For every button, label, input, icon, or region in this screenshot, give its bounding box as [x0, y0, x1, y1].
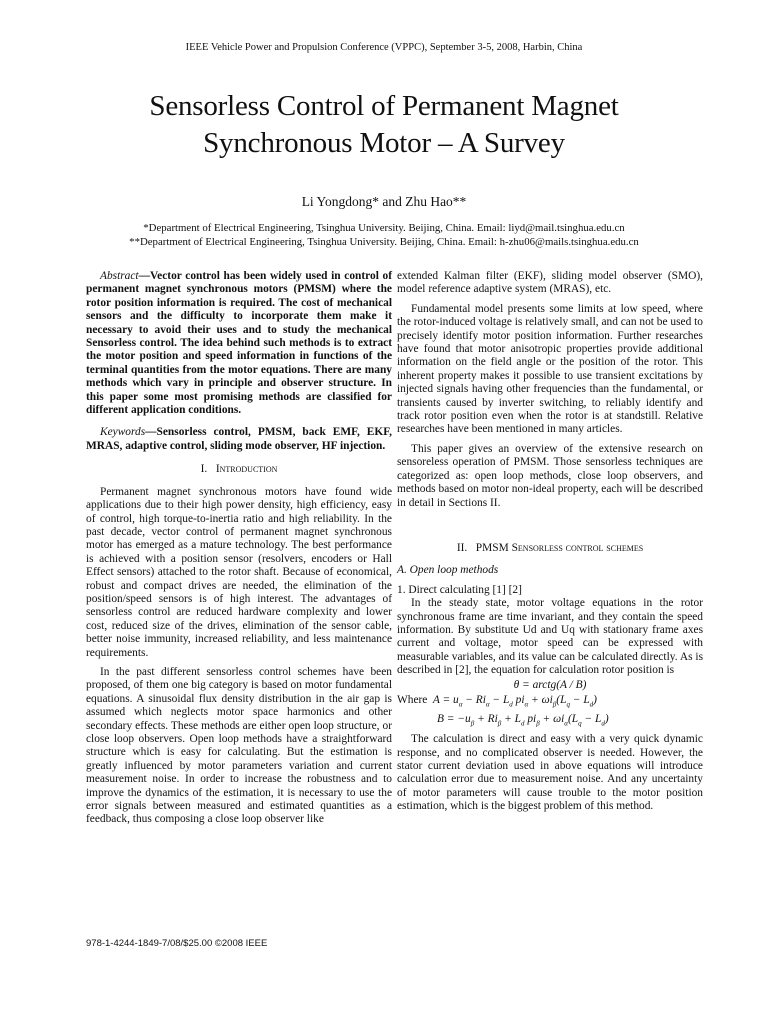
section-2-heading	[397, 542, 703, 555]
section-1-number: I.	[200, 463, 208, 476]
abstract-text: —Vector control has been widely used in control of permanent magnet synchronous motors (PMSM) where the rotor position information is required. The cost of mechanical sensors and the difficulty to incorporate them make it necessary to avoid their uses and to study the mechanical Sensorless control. The idea behind such methods is to extract the motor position and speed information in functions of the terminal quantities from the motor equations. There are many methods which vary in principle and observer structure. In this paper some most promising methods are classified for different application conditions.	[86, 270, 392, 417]
item-1: 1. Direct calculating [1] [2]	[397, 583, 522, 596]
keywords-label: Keywords	[100, 426, 146, 439]
intro-paragraph-2: In the past different sensorless control schemes have been proposed, of them one big category is based on motor fundamental equations. A sinusoidal flux density distribution in the air gap is assumed which neglects motor space harmonics and other secondary effects. These methods are either open loop structure, or close loop observers. Open loop methods have a straightforward structure which is easy for calculating. But the estimation is greatly influenced by motor parameters variation and current measurement noise. In order to increase the robustness and to improve the dynamics of the estimation, it is necessary to use the error signals between measured and estimated quantities as a feedback, thus composing a close loop observer like	[86, 665, 392, 826]
keywords-text: —Sensorless control, PMSM, back EMF, EKF, MRAS, adaptive control, sliding mode observer, HF injection.	[86, 426, 392, 452]
affiliation-2: **Department of Electrical Engineering, Tsinghua University. Beijing, China. Email: h-zhu06@mails.tsinghua.edu.cn	[129, 236, 639, 248]
title-line-1: Sensorless Control of Permanent Magnet	[149, 90, 619, 122]
section-2-title-a: PMSM	[475, 541, 512, 554]
equation-b: $B = -u_\beta + Ri_\beta + L_d$ $pi_\beta + \omega i_\alpha(L_q - L_d)$	[437, 712, 609, 728]
equation-theta: θ = arctg(A / B)	[513, 678, 587, 691]
right-column	[397, 270, 703, 814]
section-1-title: Introduction	[215, 463, 278, 476]
section-1-heading	[86, 463, 392, 476]
affiliation-1: *Department of Electrical Engineering, Tsinghua University. Beijing, China. Email: liyd@mail.tsinghua.edu.cn	[143, 222, 625, 234]
section-2-number: II.	[456, 541, 468, 554]
right-paragraph-1: extended Kalman filter (EKF), sliding model observer (SMO), model reference adaptive system (MRAS), etc.	[397, 270, 703, 296]
right-paragraph-3: This paper gives an overview of the extensive research on sensoreless operation of PMSM. Those sensorless techniques are categorized as: open loop methods, close loop observers, and methods based on motor non-ideal property, each will be described in detail in Sections II.	[397, 442, 703, 509]
copyright-footer: 978-1-4244-1849-7/08/$25.00 ©2008 IEEE	[86, 938, 268, 949]
left-column	[86, 270, 392, 827]
right-paragraph-2: Fundamental model presents some limits at low speed, where the rotor-induced voltage is relatively small, and can not be used to precisely identify motor position information. Further researches have found that motor anisotropic properties provide additional information on the field angle or the position of the rotor. This inherent property makes it possible to use transient excitations by injected signals having other frequencies than the fundamental, or transients caused by inverter switching, to reliably identify and track rotor position even when the rotor is at standstill. Relative researches have been mentioned in many articles.	[397, 302, 703, 436]
right-paragraph-4: In the steady state, motor voltage equations in the rotor synchronous frame are time invariant, and they contain the speed information. By substitute Ud and Uq with stationary frame axes current and voltage, motor speed can be expressed with measurable variables, and its value can be calculated directly. As is described in [2], the equation for calculation rotor position is	[397, 597, 703, 677]
paper-title	[0, 88, 768, 162]
authors: Li Yongdong* and Zhu Hao**	[301, 194, 467, 209]
equation-a: Where $A = u_\alpha - Ri_\alpha - L_d$ $pi_\alpha + \omega i_\beta(L_q - L_d)$	[397, 693, 597, 708]
subsection-a: A. Open loop methods	[397, 564, 499, 577]
right-paragraph-5: The calculation is direct and easy with a very quick dynamic response, and no complicated observer is needed. However, the stator current deviation used in above equations will introduce calculation error due to measurement noise. And any uncertainty of motor parameters will cause trouble to the motor position estimation, which is the biggest problem of this method.	[397, 733, 703, 813]
abstract	[86, 270, 392, 417]
intro-paragraph-1: Permanent magnet synchronous motors have found wide applications due to their high power density, high efficiency, easy of control, high torque-to-inertia ratio and high reliability. In the past decade, vector control of permanent magnet synchronous motor has emerged as a mature technology. The best performance is achieved with a position sensor (resolvers, encoders or Hall Effect sensors) attached to the rotor shaft. Because of economical, robust and compact drives are needed, the elimination of the position/speed sensors is of high interest. The advantages of sensorless control are reduced hardware complexity and lower cost, reduced size of the drives, elimination of the sensor cable, better noise immunity, increased reliability, and less maintenance requirements.	[86, 485, 392, 659]
conference-header: IEEE Vehicle Power and Propulsion Conference (VPPC), September 3-5, 2008, Harbin, China	[185, 42, 583, 53]
where-label: Where	[397, 693, 428, 706]
title-line-2: Synchronous Motor – A Survey	[203, 127, 565, 159]
section-2-title-b: Sensorless control schemes	[511, 541, 644, 554]
abstract-label: Abstract	[100, 270, 139, 282]
keywords	[86, 426, 392, 453]
